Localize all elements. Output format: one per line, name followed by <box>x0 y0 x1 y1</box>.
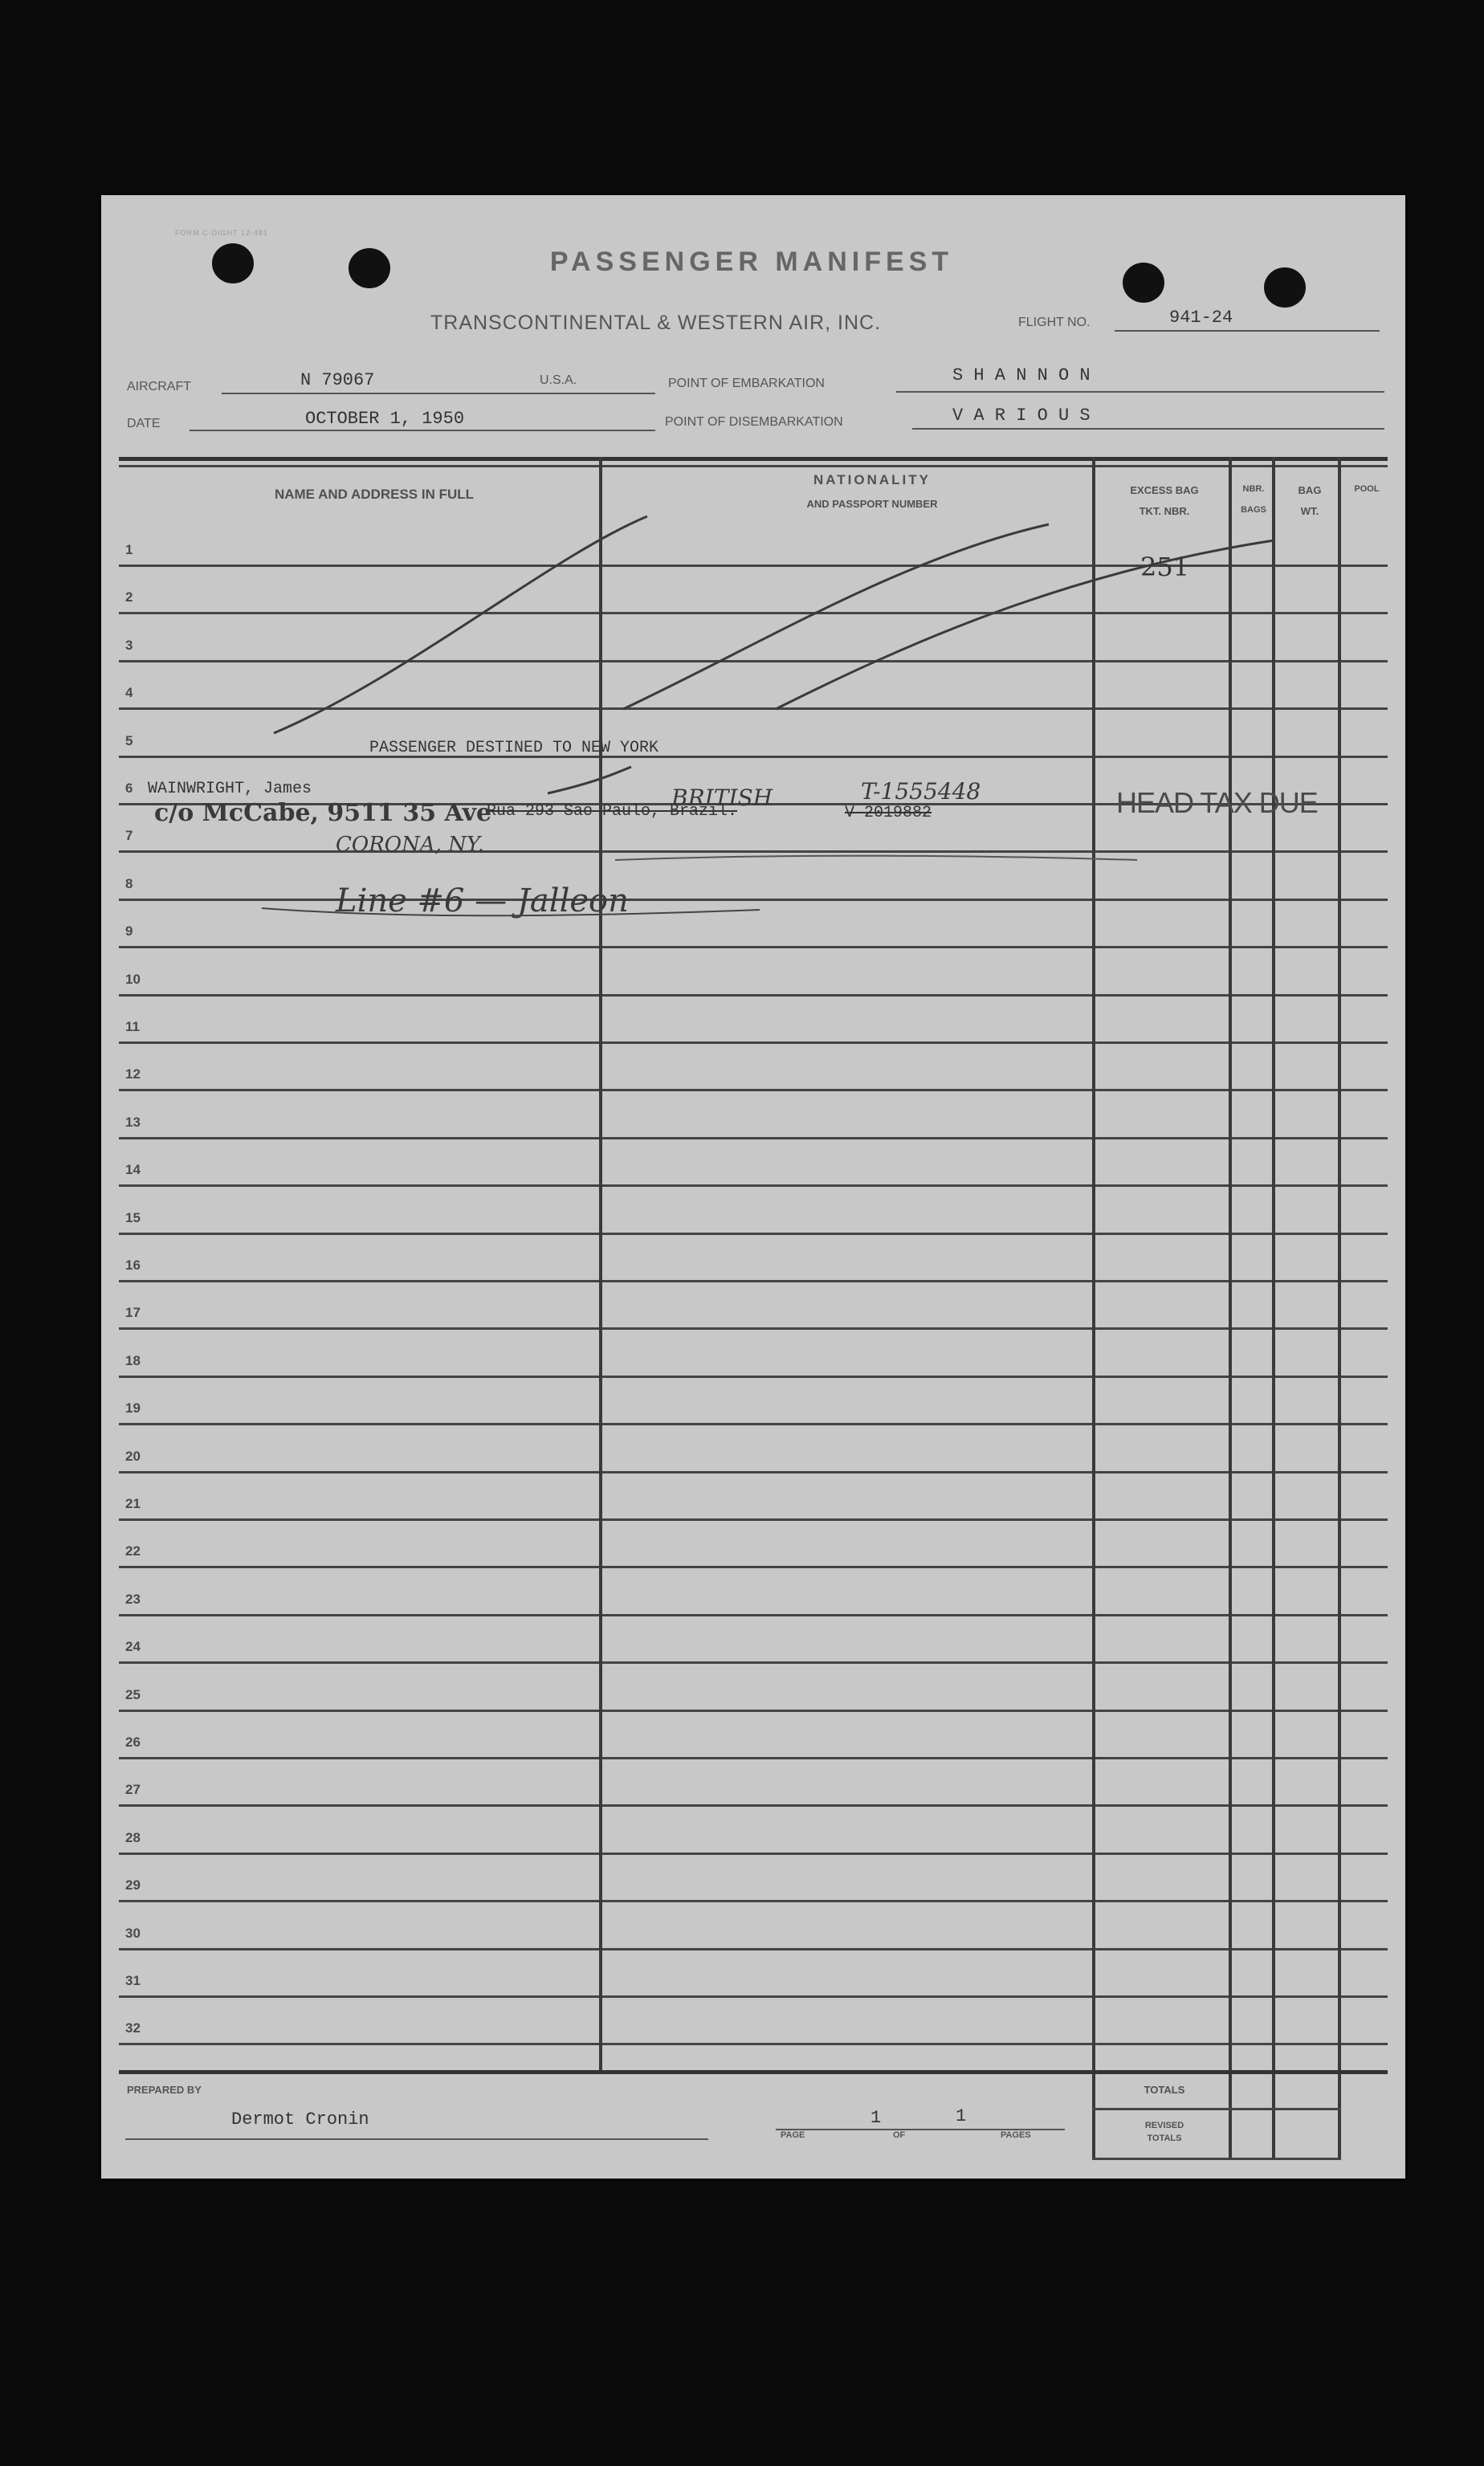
col-nbr-2: BAGS <box>1241 505 1266 515</box>
handwritten-passport: T-1555448 <box>861 778 981 805</box>
col-bag-2: WT. <box>1300 505 1319 517</box>
typed-address: Rua 293 Sao Paulo, Brazil. <box>487 802 738 821</box>
page-current: 1 <box>870 2108 882 2128</box>
form-code: FORM C-DIGHT 12-481 <box>175 229 268 237</box>
row-number: 9 <box>125 923 133 940</box>
totals-label: TOTALS <box>1144 2084 1185 2096</box>
row-number: 19 <box>125 1400 141 1416</box>
disembarkation-label: POINT OF DISEMBARKATION <box>665 415 843 429</box>
typed-passport: V-2019882 <box>845 804 932 822</box>
page-total: 1 <box>956 2106 967 2126</box>
row-number: 32 <box>125 2020 141 2036</box>
page-label: PAGE <box>781 2130 805 2140</box>
row-number: 4 <box>125 685 133 701</box>
col-nationality: NATIONALITY <box>813 472 931 487</box>
row-number: 7 <box>125 828 133 844</box>
company-name: TRANSCONTINENTAL & WESTERN AIR, INC. <box>430 312 882 334</box>
row-number: 1 <box>125 542 133 557</box>
embarkation-label: POINT OF EMBARKATION <box>668 377 825 390</box>
prepared-by-label: PREPARED BY <box>127 2084 202 2096</box>
row-number: 18 <box>125 1352 141 1368</box>
col-nbr-1: NBR. <box>1242 484 1265 494</box>
head-tax-due: HEAD TAX DUE <box>1116 786 1318 819</box>
row-number: 11 <box>125 1019 140 1034</box>
page-title: PASSENGER MANIFEST <box>549 247 954 277</box>
handwritten-nationality: BRITISH <box>671 785 773 811</box>
date-value: OCTOBER 1, 1950 <box>305 409 465 429</box>
aircraft-value: N 79067 <box>300 370 375 390</box>
row-number: 10 <box>125 971 141 987</box>
excess-ticket-251: 251 <box>1140 552 1190 582</box>
passenger-name: WAINWRIGHT, James <box>148 780 312 798</box>
row-number: 27 <box>125 1782 141 1798</box>
row-number: 31 <box>125 1973 141 1988</box>
row-number: 22 <box>125 1543 141 1559</box>
row-number: 6 <box>125 781 133 796</box>
col-excess-2: TKT. NBR. <box>1139 505 1190 517</box>
disembarkation-value: V A R I O U S <box>952 406 1091 426</box>
manifest-sheet <box>101 195 1405 2179</box>
row-number: 12 <box>125 1066 141 1082</box>
handwritten-line-note: Line #6 — Jalleon <box>336 882 629 919</box>
row-number: 23 <box>125 1591 141 1607</box>
handwritten-city: CORONA, NY. <box>336 833 484 857</box>
row-number: 24 <box>125 1639 141 1655</box>
col-pool: POOL <box>1354 484 1380 494</box>
col-excess-1: EXCESS BAG <box>1130 484 1199 496</box>
row-number: 3 <box>125 637 133 653</box>
pages-label: PAGES <box>1001 2130 1031 2140</box>
row-number: 16 <box>125 1257 141 1273</box>
row-number: 15 <box>125 1209 141 1225</box>
embarkation-value: S H A N N O N <box>952 365 1091 385</box>
row-number: 21 <box>125 1496 141 1511</box>
row-number: 5 <box>125 732 133 748</box>
row-number: 14 <box>125 1162 141 1178</box>
row-number: 25 <box>125 1686 141 1702</box>
aircraft-label: AIRCRAFT <box>127 380 191 393</box>
row-number: 29 <box>125 1877 141 1893</box>
prepared-by-value: Dermot Cronin <box>231 2109 369 2130</box>
date-label: DATE <box>127 417 161 430</box>
col-passport: AND PASSPORT NUMBER <box>806 498 938 510</box>
col-bag-1: BAG <box>1298 484 1322 496</box>
row-number: 13 <box>125 1114 141 1130</box>
row-number: 28 <box>125 1829 141 1845</box>
flight-label: FLIGHT NO. <box>1018 316 1091 329</box>
aircraft-country: U.S.A. <box>540 373 577 387</box>
revised-totals-label-2: TOTALS <box>1147 2134 1182 2143</box>
handwritten-address: c/o McCabe, 9511 35 Ave <box>154 799 492 827</box>
col-name-address: NAME AND ADDRESS IN FULL <box>274 487 475 502</box>
of-label: OF <box>893 2130 906 2140</box>
cancellation-strokes <box>101 195 1405 2179</box>
revised-totals-label-1: REVISED <box>1144 2121 1184 2130</box>
flight-number: 941-24 <box>1169 308 1233 328</box>
row-number: 30 <box>125 1925 141 1941</box>
row-number: 2 <box>125 589 133 605</box>
passenger-destined-note: PASSENGER DESTINED TO NEW YORK <box>369 739 659 757</box>
row-number: 17 <box>125 1305 141 1321</box>
row-number: 8 <box>125 875 133 891</box>
row-number: 26 <box>125 1734 141 1750</box>
row-number: 20 <box>125 1448 141 1464</box>
